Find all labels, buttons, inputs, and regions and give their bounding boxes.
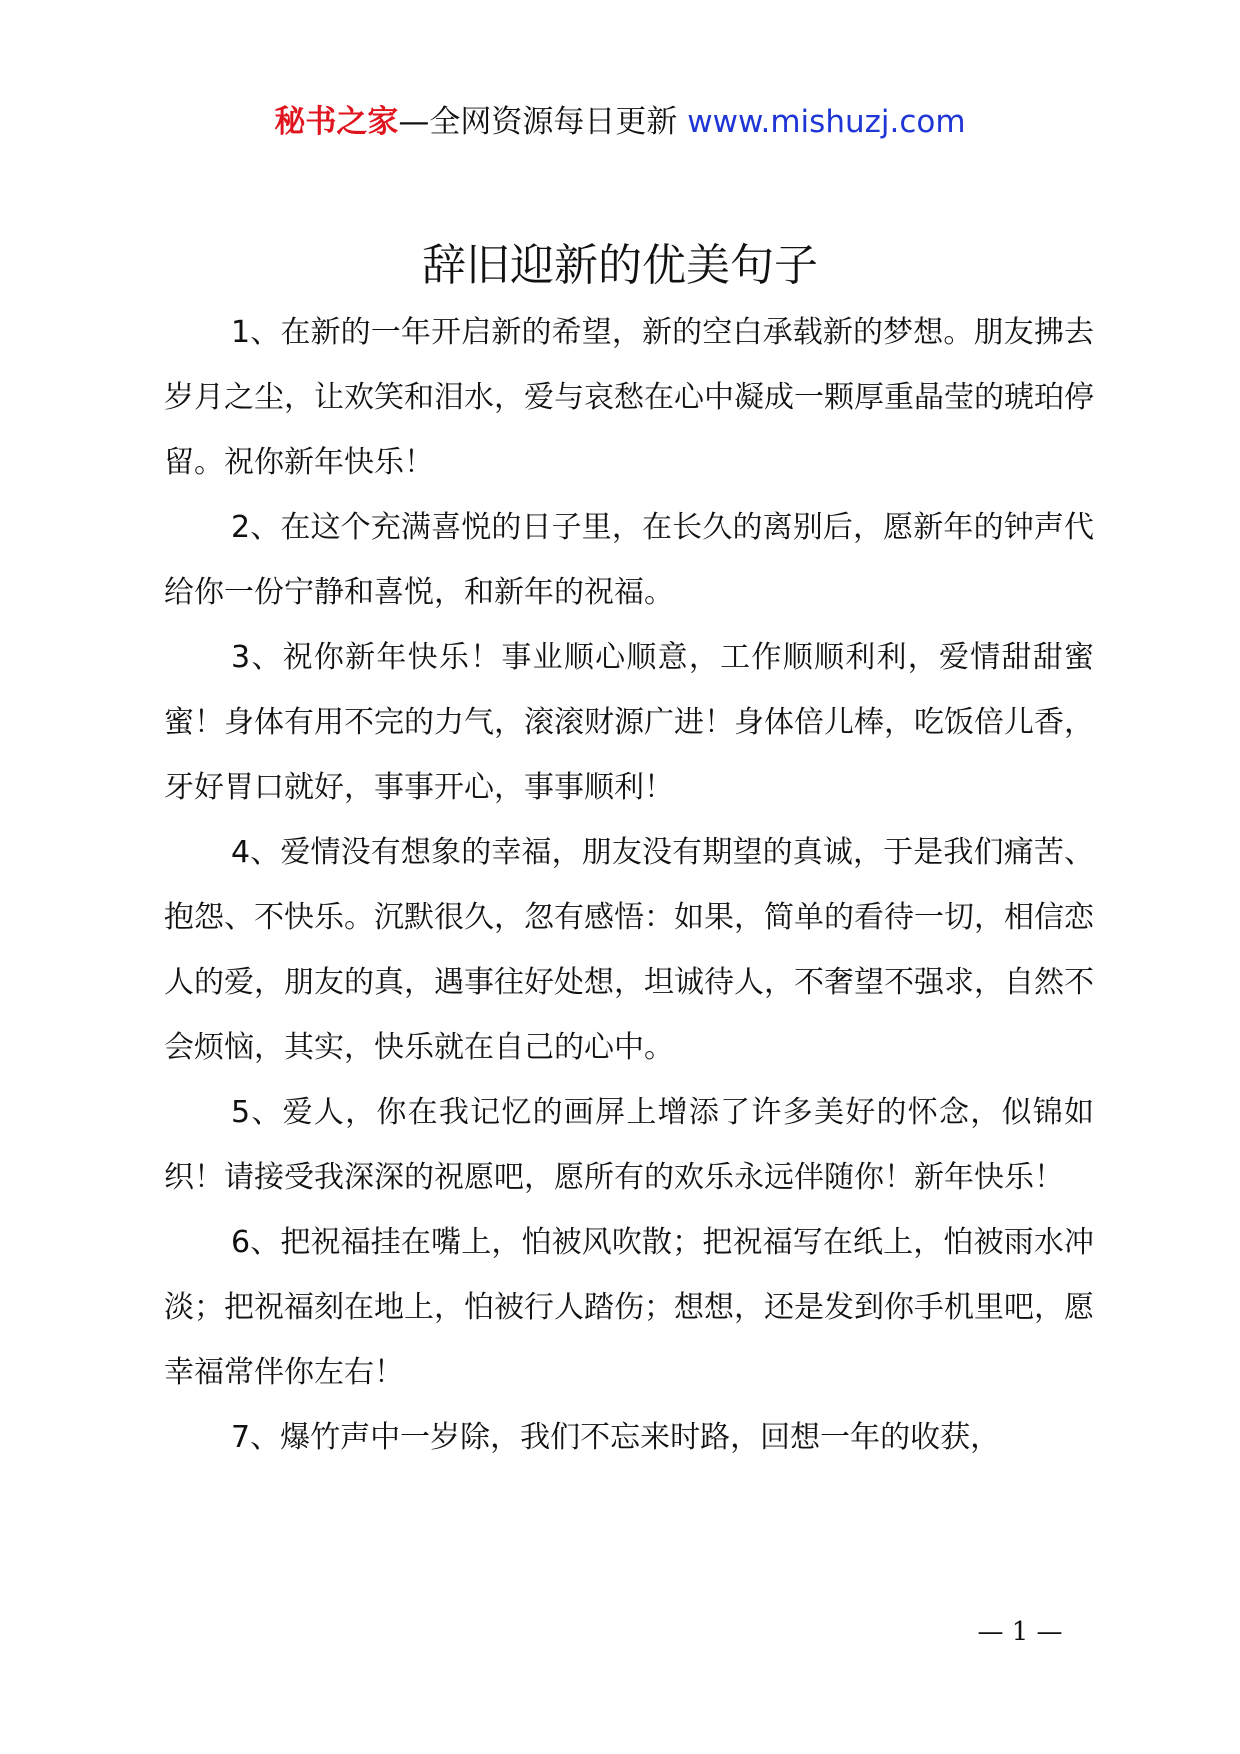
site-header (0, 100, 1240, 144)
paragraph-5: 5、爱人，你在我记忆的画屏上增添了许多美好的怀念，似锦如织！请接受我深深的祝愿吧，愿所有的欢乐永远伴随你！新年快乐！ (164, 1095, 1094, 1195)
paragraph-3: 3、祝你新年快乐！事业顺心顺意，工作顺顺利利，爱情甜甜蜜蜜！身体有用不完的力气，滚滚财源广进！身体倍儿棒，吃饭倍儿香，牙好胃口就好，事事开心，事事顺利！ (164, 640, 1094, 805)
document-title: 辞旧迎新的优美句子 (422, 240, 818, 291)
paragraph-6: 6、把祝福挂在嘴上，怕被风吹散；把祝福写在纸上，怕被雨水冲淡；把祝福刻在地上，怕被行人踏伤；想想，还是发到你手机里吧，愿幸福常伴你左右！ (164, 1225, 1094, 1390)
document-body (164, 300, 1094, 1470)
header-tagline: —全网资源每日更新 (398, 104, 688, 140)
paragraph-1: 1、在新的一年开启新的希望，新的空白承载新的梦想。朋友拂去岁月之尘，让欢笑和泪水，爱与哀愁在心中凝成一颗厚重晶莹的琥珀停留。祝你新年快乐！ (164, 315, 1094, 480)
paragraph-7: 7、爆竹声中一岁除，我们不忘来时路，回想一年的收获， (231, 1420, 1001, 1455)
brand-name: 秘书之家 (274, 104, 399, 140)
page-number: — 1 — (977, 1617, 1063, 1647)
site-url-link[interactable]: www.mishuzj.com (687, 104, 966, 140)
paragraph-4: 4、爱情没有想象的幸福，朋友没有期望的真诚，于是我们痛苦、抱怨、不快乐。沉默很久，忽有感悟：如果，简单的看待一切，相信恋人的爱，朋友的真，遇事往好处想，坦诚待人，不奢望不强求，自然不会烦恼，其实，快乐就在自己的心中。 (164, 835, 1094, 1065)
paragraph-2: 2、在这个充满喜悦的日子里，在长久的离别后，愿新年的钟声代给你一份宁静和喜悦，和新年的祝福。 (164, 510, 1094, 610)
